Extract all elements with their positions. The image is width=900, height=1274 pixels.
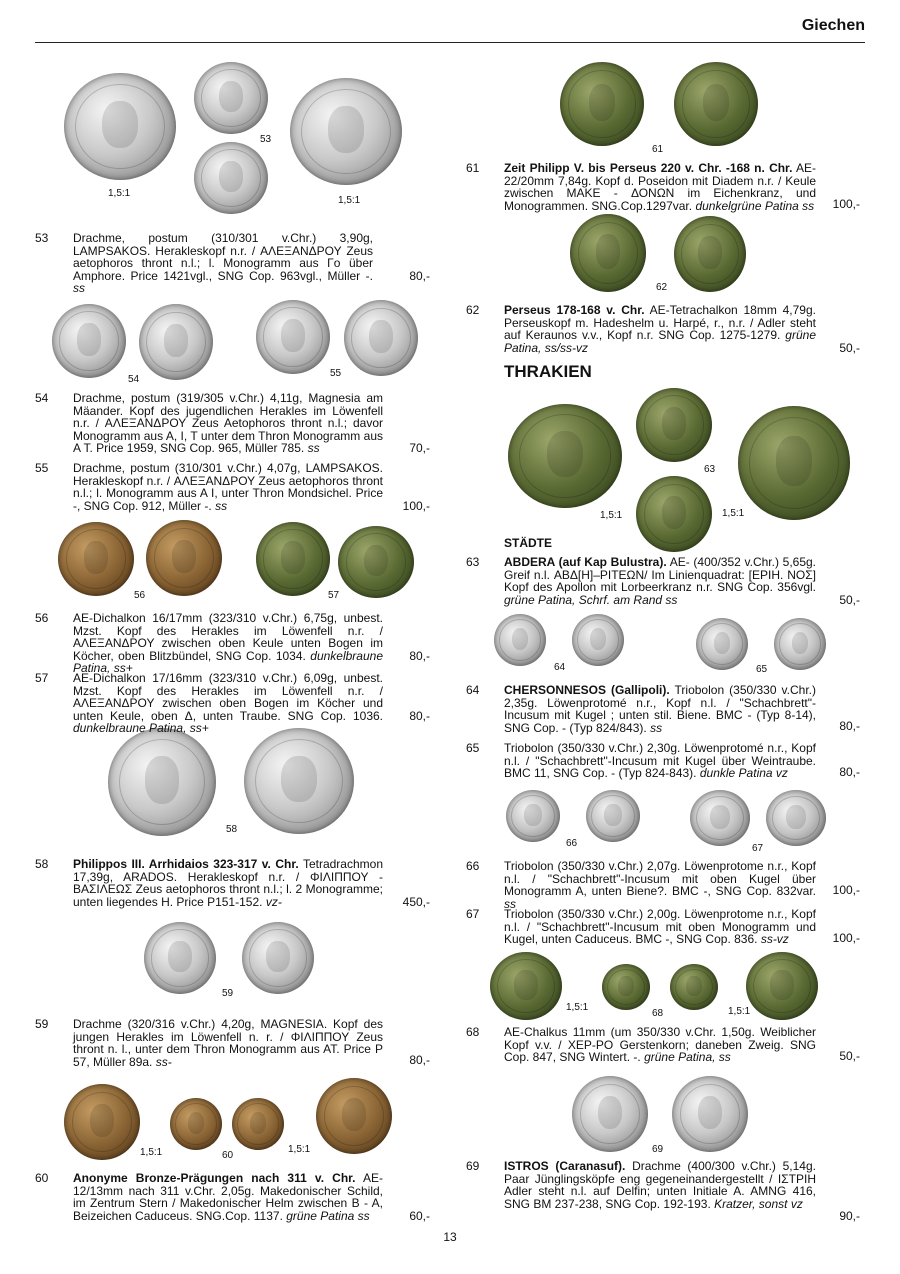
scale-label-60b: 1,5:1 [288,1144,311,1155]
lot-price: 60,- [409,1209,430,1223]
lot-number: 57 [35,671,49,685]
coin-64-obverse [494,614,546,666]
coin-61-obverse [560,62,644,146]
lot-description: Triobolon (350/330 v.Chr.) 2,30g. Löwenprotomé n.r., Kopf n.l. / "Schachbrett"-Incusum mit Kugel über Weintraube. BMC 11, SNG Cop. - (Typ 824-843). [504,741,816,780]
lot-price: 450,- [402,895,430,909]
coin-60-enlarged-obverse [64,1084,140,1160]
coin-label-63: 63 [704,464,716,475]
coin-label-54: 54 [128,374,140,385]
lot-number: 54 [35,391,49,405]
coin-54-reverse [139,304,213,380]
coin-label-67: 67 [752,843,764,854]
coin-62-obverse [570,214,646,292]
coin-65-obverse [696,618,748,670]
lot-description: Tetradrachmon 17,39g, ARADOS. Herakleskopf n.r. / ΦΙΛΙΠΠΟΥ - ΒΑΣΙΛΕΩΣ Zeus aetophoros thront n.l.; l. 2 Monogramme; unten liegendes H. Price P151-152. [73,857,383,909]
lot-price: 80,- [409,269,430,283]
lot-grade: grüne Patina ss [286,1208,370,1223]
coin-69-reverse [672,1076,748,1152]
lot-number: 58 [35,857,49,871]
coin-57-obverse [256,522,330,596]
page-number: 13 [443,1230,457,1244]
coin-label-58: 58 [226,824,238,835]
lot-price: 50,- [839,1049,860,1063]
lot-grade: Kratzer, sonst vz [714,1196,803,1211]
lot-price: 80,- [839,719,860,733]
coin-66-obverse [506,790,560,842]
lot-grade: dunkelbraune Patina, ss+ [73,648,383,675]
lot-price: 80,- [409,649,430,663]
scale-label-68a: 1,5:1 [566,1002,589,1013]
lot-grade: dunkle Patina vz [699,766,788,780]
coin-62-reverse [674,216,746,292]
coin-67-reverse [766,790,826,846]
coin-68-enlarged-reverse [746,952,818,1020]
coin-59-obverse [144,922,216,994]
header-title: Giechen [801,17,865,34]
page-header [35,14,865,43]
coin-60-reverse [232,1098,284,1150]
coin-label-68: 68 [652,1008,664,1019]
scale-label-53a: 1,5:1 [108,188,131,199]
section-heading-staedte: STÄDTE [504,536,552,550]
lot-title: Zeit Philipp V. bis Perseus 220 v. Chr. -168 n. Chr. [504,161,793,175]
coin-60-obverse [170,1098,222,1150]
coin-68-obverse [602,964,650,1010]
lot-number: 61 [466,161,480,175]
lot-grade: ss- [155,1054,172,1069]
lot-grade: grüne Patina, ss/ss-vz [504,328,816,355]
coin-53-obverse [194,62,268,134]
coin-label-60: 60 [222,1150,234,1161]
scale-label-63b: 1,5:1 [722,508,745,519]
lot-number: 67 [466,907,480,921]
lot-description: Triobolon (350/330 v.Chr.) 2,35g. Löwenprotomé n.r., Kopf n.l. / "Schachbrett"-Incusum mit Kugel ; unten stil. Biene. BMC - (Typ 8-14), SNG Cop. - (Typ 824/843). [504,683,816,735]
lot-grade: dunkelbraune Patina, ss+ [73,721,209,735]
lot-price: 100,- [832,197,860,211]
coin-55-obverse [256,300,330,374]
lot-grade: ss [307,441,320,455]
lot-description: AE-22/20mm 7,84g. Kopf d. Poseidon mit Diadem n.r. / Keule zwischen MAKE - ΔΟΝΩΝ im Eichenkranz, und Monogrammen. SNG.Cop.1297var. [504,161,816,213]
lot-grade: vz- [265,894,282,909]
lot-grade: grüne Patina, ss [644,1050,731,1064]
coin-label-55: 55 [330,368,342,379]
coin-56-reverse [146,520,222,596]
coin-label-69: 69 [652,1144,664,1155]
lot-price: 100,- [402,499,430,513]
lot-title: ISTROS (Caranasuf). [504,1159,626,1173]
lot-grade: ss [73,281,85,295]
lot-number: 53 [35,231,49,245]
coin-65-reverse [774,618,826,670]
coin-label-64: 64 [554,662,566,673]
coin-label-65: 65 [756,664,768,675]
lot-description: Drachme, postum (319/305 v.Chr.) 4,11g, Magnesia am Mäander. Kopf des jugendlichen Herakles im Löwenfell n.r. / ΑΛΕΞΑΝΔΡΟΥ Zeus Aetophoros thront n.l.; davor Monogramm aus A, I, T unter dem Thron Monogramm aus A T. Price 1959, SNG Cop. 965, Müller 785. [73,391,383,455]
lot-grade: dunkelgrüne Patina ss [695,198,815,213]
coin-label-57: 57 [328,590,340,601]
coin-53-reverse [194,142,268,214]
coin-56-obverse [58,522,134,596]
lot-number: 56 [35,611,49,625]
coin-58-reverse [244,728,354,834]
lot-price: 50,- [839,593,860,607]
lot-number: 60 [35,1171,49,1185]
lot-grade: ss [504,896,516,911]
coin-60-enlarged-reverse [316,1078,392,1154]
lot-description: Triobolon (350/330 v.Chr.) 2,00g. Löwenprotome n.r., Kopf n.l. / "Schachbrett"-Incusum mit oben Monogramm und Kugel, unten Caduceus. BMC -, SNG Cop. 836. [504,907,816,946]
lot-description: AE-12/13mm nach 311 v.Chr. 2,05g. Makedonischer Schild, im Zentrum Stern / Makedonischer Helm zwischen B - A, Beizeichen Caduceus. SNG.Cop. 1137. [73,1171,384,1223]
lot-number: 63 [466,555,480,569]
scale-label-60a: 1,5:1 [140,1147,163,1158]
lot-description: AE-Tetrachalkon 18mm 4,79g. Perseuskopf m. Hadeshelm u. Harpé, r., n.r. / Adler steht auf Keraunos v.v., Kopf n.r. SNG Cop. 1275-1279. [504,303,816,342]
lot-price: 100,- [832,883,860,897]
lot-description: Drachme, postum (310/301 v.Chr.) 4,07g, LAMPSAKOS. Herakleskopf n.r. / ΑΛΕΞΑΝΔΡΟΥ Zeus aetophoros thront n.l.; l. Monogramm aus A I, unter Thron Mondsichel. Price -, SNG Cop. 912, Müller -. [73,461,383,513]
lot-description: Drachme, postum (310/301 v.Chr.) 3,90g, LAMPSAKOS. Herakleskopf n.r. / ΑΛΕΞΑΝΔΡΟΥ Zeus aetophoros thront n.l.; l. Monogramm aus Γο über Amphore. Price 1421vgl., SNG Cop. 963vgl., Müller -. [73,231,373,283]
coin-59-reverse [242,922,314,994]
coin-label-56: 56 [134,590,146,601]
lot-number: 55 [35,461,49,475]
lot-title: ABDERA (auf Kap Bulustra). [504,555,667,569]
coin-63-enlarged-obverse [508,404,622,508]
coin-61-reverse [674,62,758,146]
lot-number: 59 [35,1017,49,1031]
coin-63-enlarged-reverse [738,406,850,520]
lot-grade: ss-vz [760,932,789,946]
lot-price: 80,- [409,1053,430,1067]
coin-label-53: 53 [260,134,272,145]
coin-55-reverse [344,300,418,376]
lot-description: AE-Dichalkon 16/17mm (323/310 v.Chr.) 6,75g, unbest. Mzst. Kopf des Herakles im Löwenfell n.r. / ΑΛΕΞΑΝΔΡΟΥ zwischen oben Keule unten Bogen im Köcher, oben Blitzbündel, SNG Cop. 1034. [73,611,383,663]
coin-58-obverse [108,728,216,836]
coin-69-obverse [572,1076,648,1152]
coin-64-reverse [572,614,624,666]
coin-63-obverse [636,388,712,462]
coin-68-reverse [670,964,718,1010]
coin-label-59: 59 [222,988,234,999]
lot-price: 80,- [839,765,860,779]
coin-53-enlarged-reverse [290,78,402,185]
lot-description: AE-Dichalkon 17/16mm (323/310 v.Chr.) 6,09g, unbest. Mzst. Kopf des Herakles im Löwenfell n.r. / ΑΛΕΞΑΝΔΡΟΥ zwischen oben Bogen im Köcher und unten Keule, oben Δ, unten Traube. SNG Cop. 1036. [73,671,383,723]
lot-description: Triobolon (350/330 v.Chr.) 2,07g. Löwenprotome n.r., Kopf n.l. / "Schachbrett"-Incusum mit oben Kugel über Monogramm A, unten Biene?. BMC -, SNG Cop. 832var. [504,859,816,898]
coin-67-obverse [690,790,750,846]
coin-label-66: 66 [566,838,578,849]
lot-number: 66 [466,859,480,873]
lot-number: 69 [466,1159,480,1173]
coin-label-61: 61 [652,144,664,155]
lot-price: 50,- [839,341,860,355]
coin-57-reverse [338,526,414,598]
coin-label-62: 62 [656,282,668,293]
lot-title: Philippos III. Arrhidaios 323-317 v. Chr. [73,857,299,871]
lot-number: 68 [466,1025,480,1039]
coin-53-enlarged-obverse [64,73,176,180]
coin-68-enlarged-obverse [490,952,562,1020]
lot-price: 70,- [409,441,430,455]
lot-title: Anonyme Bronze-Prägungen nach 311 v. Chr. [73,1171,356,1185]
lot-grade: grüne Patina, Schrf. am Rand ss [504,592,678,607]
scale-label-68b: 1,5:1 [728,1006,751,1017]
lot-price: 80,- [409,709,430,723]
lot-number: 64 [466,683,480,697]
lot-price: 90,- [839,1209,860,1223]
lot-description: Drachme (320/316 v.Chr.) 4,20g, MAGNESIA. Kopf des jungen Herakles im Löwenfell n. r. / ΦΙΛΙΠΠΟΥ Zeus thront n. l., unter dem Thron Monogramm aus AT. Price P 57, Müller 89a. [73,1017,383,1069]
scale-label-53b: 1,5:1 [338,195,361,206]
lot-number: 65 [466,741,480,755]
lot-description: Drachme (400/300 v.Chr.) 5,14g. Paar Jünglingsköpfe eng gegeneinandergestellt / ΙΣΤΡΙΗ Adler steht n.l. auf Delfin; unten Initiale A. AMNG 416, SNG BM 237-238, SNG Cop. 192-193. [504,1159,816,1211]
scale-label-63a: 1,5:1 [600,510,623,521]
lot-title: Perseus 178-168 v. Chr. [504,303,645,317]
lot-grade: ss [650,720,663,735]
lot-price: 100,- [832,931,860,945]
lot-grade: ss [215,498,228,513]
coin-66-reverse [586,790,640,842]
section-heading-thrakien: THRAKIEN [504,362,592,381]
lot-number: 62 [466,303,480,317]
lot-description: AE-Chalkus 11mm (um 350/330 v.Chr. 1,50g. Weiblicher Kopf v.v. / ΧΕΡ-ΡΟ Gerstenkorn; daneben Zweig. SNG Cop. 847, SNG Wintert. -. [504,1025,816,1064]
coin-54-obverse [52,304,126,378]
lot-description: AE- (400/352 v.Chr.) 5,65g. Greif n.l. ΑΒΔ[Η]–ΡΙΤΕΩΝ/ Im Linienquadrat: [ΕΡΙΗ. ΝΟΣ] Kopf des Apollon mit Lorbeerkranz n.r. SNG Cop. 356vgl. [504,555,817,594]
lot-title: CHERSONNESOS (Gallipoli). [504,683,670,697]
coin-63-reverse [636,476,712,552]
